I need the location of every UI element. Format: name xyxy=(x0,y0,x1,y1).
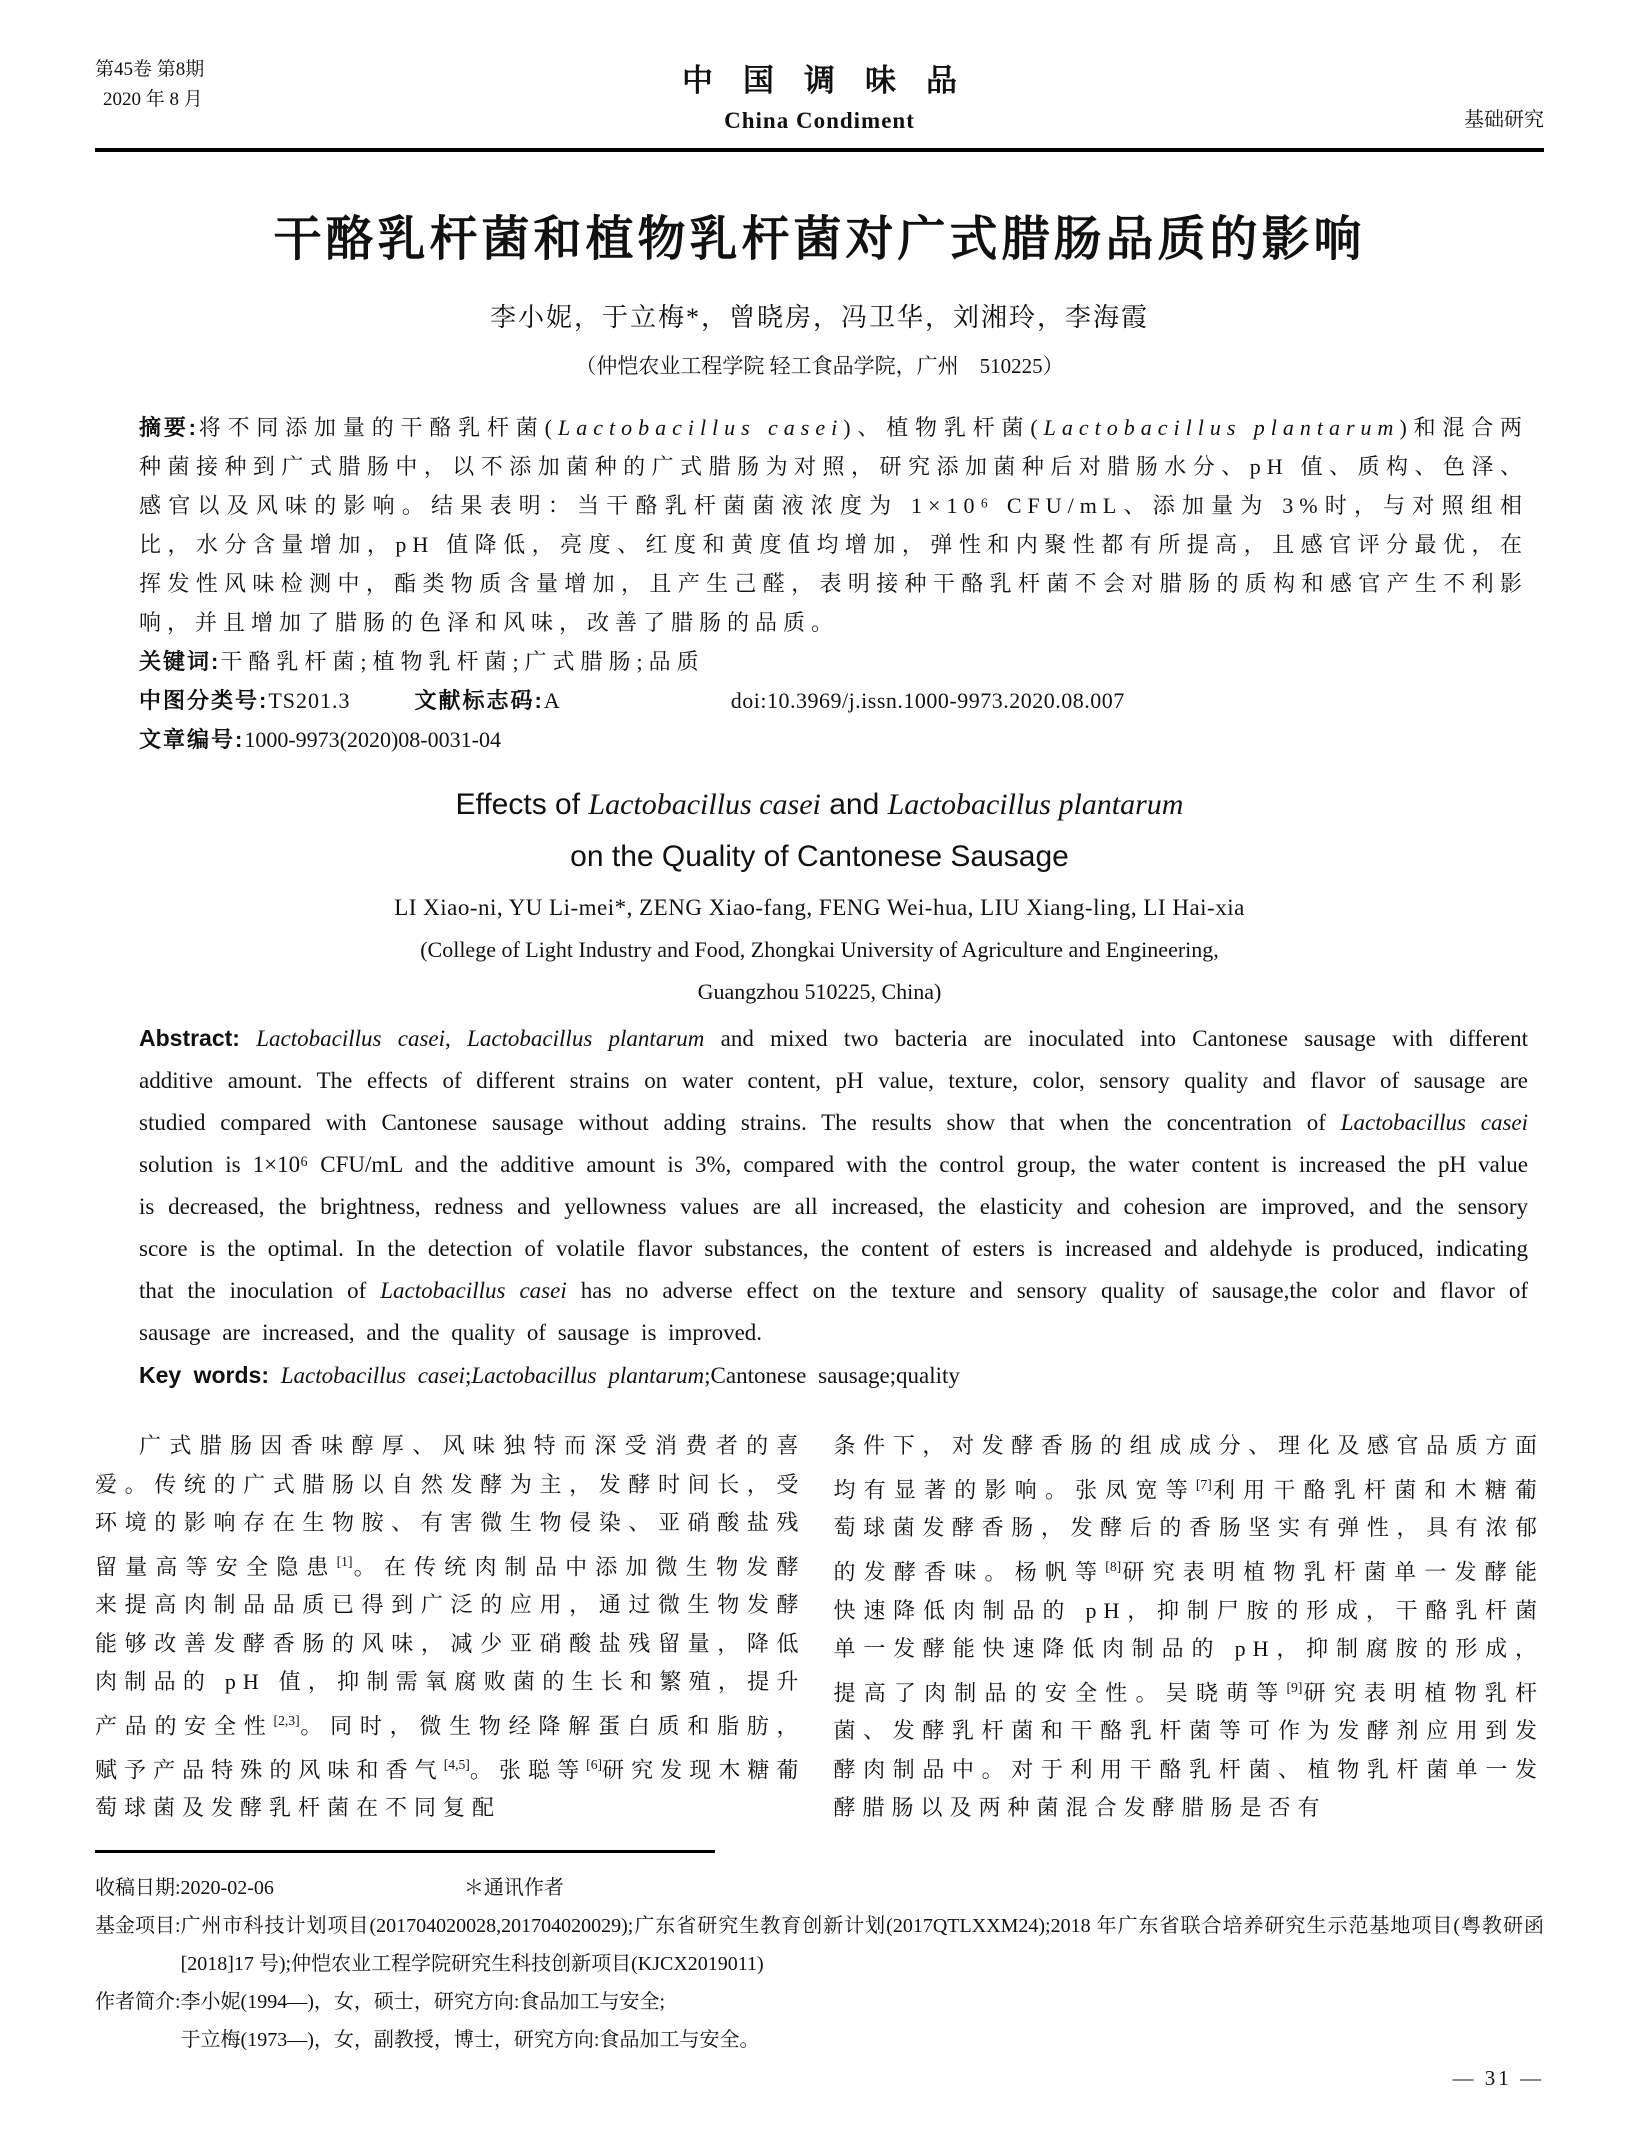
authors-en: LI Xiao-ni, YU Li-mei*, ZENG Xiao-fang, FENG Wei-hua, LIU Xiang-ling, LI Hai-xia xyxy=(394,895,1245,920)
bio-line2: 于立梅(1973—)，女，副教授，博士，研究方向:食品加工与安全。 xyxy=(180,2028,760,2051)
abstract-cn-label: 摘要: xyxy=(139,415,198,440)
article-number xyxy=(139,720,1528,759)
affiliation-en-line1: (College of Light Industry and Food, Zhongkai University of Agriculture and Engineering, xyxy=(420,937,1219,962)
body-column-left xyxy=(95,1427,806,1828)
keywords-en-label: Key words: xyxy=(139,1362,269,1388)
header-rule xyxy=(95,148,1544,152)
abstract-cn-text: 将不同添加量的干酪乳杆菌(Lactobacillus casei)、植物乳杆菌(Lactobacillus plantarum)和混合两种菌接种到广式腊肠中，以不添加菌种的广式腊肠为对照，研究添加菌种后对腊肠水分、pH 值、质构、色泽、感官以及风味的影响。结果表明：当干酪乳杆菌菌液浓度为 1×10⁶ CFU/mL、添加量为 3%时，与对照组相比，水分含量增加，pH 值降低，亮度、红度和黄度值均增加，弹性和内聚性都有所提高，且感官评分最优，在挥发性风味检测中，酯类物质含量增加，且产生己醛，表明接种干酪乳杆菌不会对腊肠的质构和感官产生不利影响，并且增加了腊肠的色泽和风味，改善了腊肠的品质。 xyxy=(139,415,1529,635)
keywords-cn xyxy=(139,642,1528,681)
page-header xyxy=(95,55,1544,134)
english-block xyxy=(95,779,1544,1013)
keywords-en-text: Lactobacillus casei;Lactobacillus plantarum;Cantonese sausage;quality xyxy=(280,1363,960,1388)
received-date: 收稿日期:2020-02-06 xyxy=(95,1876,274,1899)
authors-cn: 李小妮，于立梅*，曾晓房，冯卫华，刘湘玲，李海霞 xyxy=(489,303,1149,332)
article-number-label: 文章编号: xyxy=(139,727,245,752)
doi: doi:10.3969/j.issn.1000-9973.2020.08.007 xyxy=(730,688,1125,713)
article-number-value: 1000-9973(2020)08-0031-04 xyxy=(244,727,501,752)
bio-label: 作者简介: xyxy=(95,1990,181,2013)
footnote-row-received xyxy=(95,1869,1544,1907)
abstract-en-text: Lactobacillus casei, Lactobacillus plantarum and mixed two bacteria are inoculated into Cantonese sausage with different additive amount. The effects of different strains on water content, pH value, texture, color, sensory quality and flavor of sausage are studied compared with Cantonese sausage without adding strains. The results show that when the concentration of Lactobacillus casei solution is 1×10⁶ CFU/mL and the additive amount is 3%, compared with the control group, the water content is increased the pH value is decreased, the brightness, redness and yellowness values are all increased, the elasticity and cohesion are improved, and the sensory score is the optimal. In the detection of volatile flavor substances, the content of esters is increased and aldehyde is produced, indicating that the inoculation of Lactobacillus casei has no adverse effect on the texture and sensory quality of sausage,the color and flavor of sausage are increased, and the quality of sausage is improved. xyxy=(139,1026,1529,1345)
footnote-block xyxy=(95,1869,1544,2059)
journal-title-block xyxy=(652,55,987,134)
footnote-row-fund xyxy=(95,1907,1544,1983)
footnote-row-bio xyxy=(95,1983,1544,2059)
body-columns xyxy=(95,1427,1544,1828)
issue-date: 2020 年 8 月 xyxy=(103,89,203,110)
abstract-en-block xyxy=(95,1017,1544,1397)
journal-title-cn: 中国调味品 xyxy=(682,63,987,98)
journal-title-en: China Condiment xyxy=(724,108,915,133)
body-paragraph-right: 条件下，对发酵香肠的组成成分、理化及感官品质方面均有显著的影响。张凤宽等[7]利用干酪乳杆菌和木糖葡萄球菌发酵香肠，发酵后的香肠坚实有弹性，具有浓郁的发酵香味。杨帆等[8]研究表明植物乳杆菌单一发酵能快速降低肉制品的 pH，抑制尸胺的形成，干酪乳杆菌单一发酵能快速降低肉制品的 pH，抑制腐胺的形成，提高了肉制品的安全性。吴晓萌等[9]研究表明植物乳杆菌、发酵乳杆菌和干酪乳杆菌等可作为发酵剂应用到发酵肉制品中。对于利用干酪乳杆菌、植物乳杆菌单一发酵腊肠以及两种菌混合发酵腊肠是否有 xyxy=(833,1433,1544,1821)
clc-number xyxy=(139,681,351,720)
bio-line1: 李小妮(1994—)，女，硕士，研究方向:食品加工与安全; xyxy=(180,1990,665,2013)
fund-label: 基金项目: xyxy=(95,1914,181,1937)
article-title-en xyxy=(95,779,1544,883)
volume-issue: 第45卷 第8期 xyxy=(95,59,205,80)
keywords-en xyxy=(139,1354,1528,1397)
fund-text: 广州市科技计划项目(201704020028,201704020029);广东省研究生教育创新计划(2017QTLXXM24);2018 年广东省联合培养研究生示范基地项目(粤教研函[2018]17 号);仲恺农业工程学院研究生科技创新项目(KJCX2019011) xyxy=(180,1914,1544,1975)
document-code-value: A xyxy=(543,688,561,713)
clc-label: 中图分类号: xyxy=(139,688,269,713)
body-paragraph-left: 广式腊肠因香味醇厚、风味独特而深受消费者的喜爱。传统的广式腊肠以自然发酵为主，发酵时间长，受环境的影响存在生物胺、有害微生物侵染、亚硝酸盐残留量高等安全隐患[1]。在传统肉制品中添加微生物发酵来提高肉制品品质已得到广泛的应用，通过微生物发酵能够改善发酵香肠的风味，减少亚硝酸盐残留量，降低肉制品的 pH 值，抑制需氧腐败菌的生长和繁殖，提升产品的安全性[2,3]。同时，微生物经降解蛋白质和脂肪，赋予产品特殊的风味和香气[4,5]。张聪等[6]研究发现木糖葡萄球菌及发酵乳杆菌在不同复配 xyxy=(95,1433,806,1821)
meta-line xyxy=(139,681,1528,720)
corresponding-author-note: ＊通讯作者 xyxy=(463,1876,564,1899)
article-title-en-line1: Effects of Lactobacillus casei and Lactobacillus plantarum xyxy=(455,788,1184,821)
affiliation-en xyxy=(95,929,1544,1013)
clc-value: TS201.3 xyxy=(268,688,351,713)
affiliation-en-line2: Guangzhou 510225, China) xyxy=(697,979,942,1004)
document-code xyxy=(415,681,561,720)
abstract-en-label: Abstract: xyxy=(139,1025,240,1051)
keywords-cn-label: 关键词: xyxy=(139,649,221,674)
page-number: — 31 — xyxy=(1452,2066,1544,2090)
body-column-right xyxy=(834,1427,1545,1828)
bio-text xyxy=(181,1983,1544,2059)
affiliation-cn: （仲恺农业工程学院 轻工食品学院，广州 510225） xyxy=(575,354,1064,378)
footnote-rule xyxy=(95,1850,715,1853)
header-issue-block xyxy=(95,55,652,115)
keywords-cn-text: 干酪乳杆菌;植物乳杆菌;广式腊肠;品质 xyxy=(220,649,705,674)
section-label: 基础研究 xyxy=(1464,109,1544,131)
abstract-en xyxy=(139,1017,1528,1354)
article-title-en-line2: on the Quality of Cantonese Sausage xyxy=(570,840,1069,873)
article-title-cn: 干酪乳杆菌和植物乳杆菌对广式腊肠品质的影响 xyxy=(273,213,1366,266)
abstract-cn-block xyxy=(95,408,1544,759)
abstract-cn xyxy=(139,408,1528,642)
document-code-label: 文献标志码: xyxy=(414,688,544,713)
